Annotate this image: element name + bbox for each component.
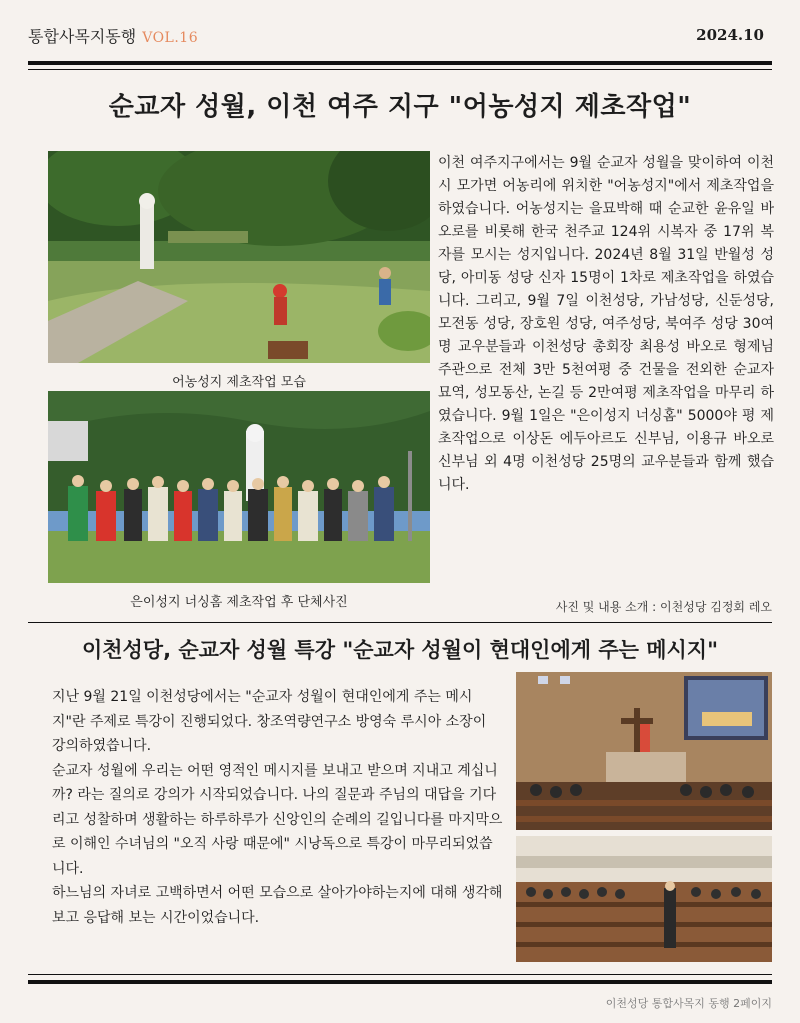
article1-title: 순교자 성월, 이천 여주 지구 "어농성지 제초작업" [108,92,692,122]
bottom-divider-thick [28,980,772,984]
article2-paragraph: 지난 9월 21일 이천성당에서는 "순교자 성월이 현대인에게 주는 메시지"란 주제로 특강이 진행되었다. 창조역량연구소 방영숙 루시아 소장이 강의하였씁니다. [52,689,487,754]
article2-title: 이천성당, 순교자 성월 특강 "순교자 성월이 현대인에게 주는 메시지" [81,638,719,662]
photo-credit: 사진 및 내용 소개 : 이천성당 김정회 레오 [555,600,772,614]
page-footer: 이천성당 통합사목지 동행 2페이지 [605,997,772,1010]
group-photo [48,391,430,583]
newsletter-header [28,24,198,47]
weeding-work-photo [48,151,430,363]
church-interior-photo [516,672,772,830]
lecture-audience-photo [516,836,772,962]
section-divider [28,622,772,623]
issue-date: 2024.10 [696,26,764,44]
article2-paragraph: 순교자 성월에 우리는 어떤 영적인 메시지를 보내고 받으며 지내고 계십니까? 라는 질의로 강의가 시작되었습니다. 나의 질문과 주님의 대답을 기다리고 성찰하며 생활하는 하루하루가 신앙인의 순례의 길입니다를 마지막으로 이해인 수녀님의 "오직 사랑 때문에" 시낭독으로 특강이 마무리되었씁니다. [52,762,503,877]
photo1-caption: 어농성지 제초작업 모습 [172,375,306,390]
article2-body [52,685,504,930]
article1-body: 이천 여주지구에서는 9월 순교자 성월을 맞이하여 이천시 모가면 어농리에 위치한 "어농성지"에서 제초작업을 하였습니다. 어농성지는 을묘박해 때 순교한 윤유일 바오로를 비롯해 한국 천주교 124위 시복자 중 17위 복자를 모시는 성지입니다. 2024년 8월 31일 반월성 성당, 아미동 성당 신자 15명이 1차로 제초작업을 하였습니다. 그리고, 9월 7일 이천성당, 가남성당, 신둔성당, 모전동 성당, 장호원 성당, 여주성당, 북여주 성당 30여 명 교우분들과 이천성당 총회장 최용성 바오로 형제님 주관으로 전체 3만 5천여평 중 건물을 전외한 순교자 묘역, 성모동산, 논길 등 2만여평 제초작업을 마무리 하였습니다. 9월 1일은 "은이성지 너싱홈" 5000야 평 제초작업으로 이상돈 에두아르도 신부님, 이용규 바오로 신부님 외 4명 이천성당 25명의 교우분들과 함께 했습니다. [438,155,774,493]
article2-paragraph: 하느님의 자녀로 고백하면서 어떤 모습으로 살아가야하는지에 대해 생각해 보고 응답해 보는 시간이었습니다. [52,885,503,926]
photo2-caption: 은이성지 너싱홈 제초작업 후 단체사진 [130,595,348,610]
bottom-divider-thin [28,974,772,975]
top-divider-thin [28,69,772,70]
newsletter-name: 통합사목지동행 [28,27,137,46]
top-divider-thick [28,61,772,65]
volume-label: VOL.16 [142,30,199,46]
